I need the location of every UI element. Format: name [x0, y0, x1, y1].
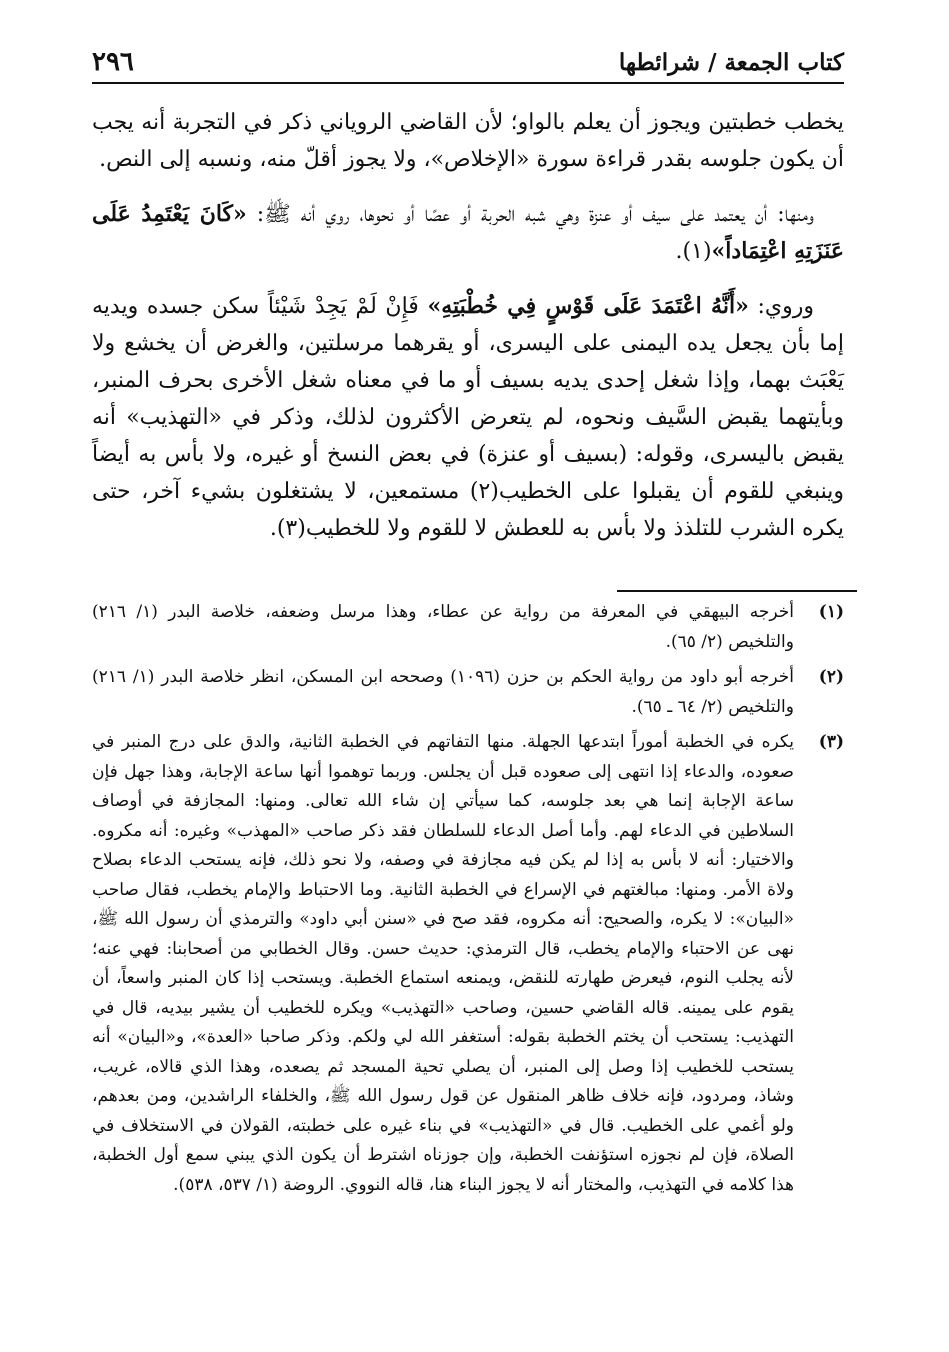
- footnote-text: يكره في الخطبة أموراً ابتدعها الجهلة. منها التفاتهم في الخطبة الثانية، والدق على درج المنبر في صعوده، والدعاء إذا انتهى إلى صعوده قبل أن يجلس. وربما توهموا أنها ساعة الإجابة، وهذا جهل فإن ساعة الإجابة إنما هي بعد جلوسه، كما سيأتي إن شاء الله تعالى. ومنها: المجازفة في أوصاف السلاطين في الدعاء لهم. وأما أصل الدعاء للسلطان فقد ذكر صاحب «المهذب» وغيره: أنه مكروه. والاختيار: أنه لا بأس به إذا لم يكن فيه مجازفة في وصفه، ولا نحو ذلك، فإنه يستحب الدعاء بصلاح ولاة الأمر. ومنها: مبالغتهم في الإسراع في الخطبة الثانية. وما الاحتباط والإمام يخطب، فقال صاحب «البيان»: لا يكره، والصحيح: أنه مكروه، فقد صح في «سنن أبي داود» والترمذي أن رسول الله ﷺ، نهى عن الاحتباء والإمام يخطب، قال الترمذي: حديث حسن. وقال الخطابي من أصحابنا: فهي عنه؛ لأنه يجلب النوم، فيعرض طهارته للنقض، ويمنعه استماع الخطبة. ويستحب إذا كان المنبر واسعاً، أن يقوم على يمينه. قاله القاضي حسين، وصاحب «التهذيب» ويكره للخطيب أن يشير بيديه، قال في التهذيب: يستحب أن يختم الخطبة بقوله: أستغفر الله لي ولكم. وذكر صاحبا «العدة»، و«البيان» أنه يستحب للخطيب إذا وصل إلى المنبر، أن يصلي تحية المسجد ثم يصعده، وهذا الذي قالاه، غريب، وشاذ، ومردود، فإنه خلاف ظاهر المنقول عن قول رسول الله ﷺ، والخلفاء الراشدين، ومن بعدهم، ولو أغمي على الخطيب. قال في «التهذيب» في بناء غيره على خطبته، القولان في الاستخلاف في الصلاة، فإن لم نجوزه استؤنفت الخطبة، وإن جوزناه اشترط أن يكون الذي يبني سمع أول الخطبة، هذا كلامه في التهذيب، والمختار أنه لا يجوز البناء هنا، قاله النووي. الروضة (١/ ٥٣٧، ٥٣٨).: [92, 732, 794, 1195]
- footnote-divider: [617, 590, 857, 592]
- page-number: ٢٩٦: [92, 47, 134, 77]
- paragraph-2-text-b: (١).: [675, 239, 712, 264]
- footnote-3: [92, 728, 844, 1200]
- paragraph-2: [92, 196, 844, 270]
- footnote-text: أخرجه أبو داود من رواية الحكم بن حزن (١٠٩٦) وصححه ابن المسكن، انظر خلاصة البدر (١/ ٢١٦) والتلخيص (٢/ ٦٤ ـ ٦٥).: [92, 667, 794, 717]
- footnote-text: أخرجه البيهقي في المعرفة من رواية عن عطاء، وهذا مرسل وضعفه، خلاصة البدر (١/ ٢١٦) والتلخيص (٢/ ٦٥).: [92, 602, 794, 652]
- main-text: [92, 104, 844, 547]
- footnote-number: (٣): [818, 732, 844, 752]
- paragraph-3-text-a: وروي:: [748, 294, 814, 319]
- paragraph-3: [92, 288, 844, 547]
- hadith-quote-2: «أَنَّهُ اعْتَمَدَ عَلَى قَوْسٍ فِي خُطْبَتِهِ»: [427, 293, 749, 319]
- footnote-number: (١): [818, 602, 844, 622]
- footnotes: [92, 598, 844, 1206]
- hadith-quote-1: «كَانَ يَعْتَمِدُ عَلَى عَنَزَتِهِ اعْتِمَاداً»: [92, 201, 844, 264]
- footnote-1: [92, 598, 844, 657]
- page-header: [92, 42, 844, 84]
- footnote-2: [92, 663, 844, 722]
- paragraph-2-text-a: ومنها: أن يعتمد على سيف أو عنزة وهي شبه الحربة أو عصًا أو نحوها، روي أنه ﷺ:: [246, 202, 814, 227]
- paragraph-3-text-b: فَإِنْ لَمْ يَجِدْ شَيْئاً سكن جسده ويديه إما بأن يجعل يده اليمنى على اليسرى، أو يقرهما مرسلتين، والغرض أن يخشع ولا يَعْبَث بهما، وإذا شغل إحدى يديه بسيف أو ما في معناه شغل الأخرى بحرف المنبر، وبأيتهما يقبض السَّيف ونحوه، لم يتعرض الأكثرون لذلك، وذكر في «التهذيب» أنه يقبض باليسرى، وقوله: (بسيف أو عنزة) في بعض النسخ أو غيره، ولا بأس به أيضاً وينبغي للقوم أن يقبلوا على الخطيب(٢) مستمعين، لا يشتغلون بشيء آخر، حتى يكره الشرب للتلذذ ولا بأس به للعطش لا للقوم ولا للخطيب(٣).: [92, 294, 844, 541]
- paragraph-1: يخطب خطبتين ويجوز أن يعلم بالواو؛ لأن القاضي الروياني ذكر في التجربة أنه يجب أن يكون جلوسه بقدر قراءة سورة «الإخلاص»، ولا يجوز أقلّ منه، ونسبه إلى النص.: [92, 110, 844, 172]
- footnote-number: (٢): [818, 667, 844, 687]
- running-title: كتاب الجمعة / شرائطها: [618, 48, 844, 76]
